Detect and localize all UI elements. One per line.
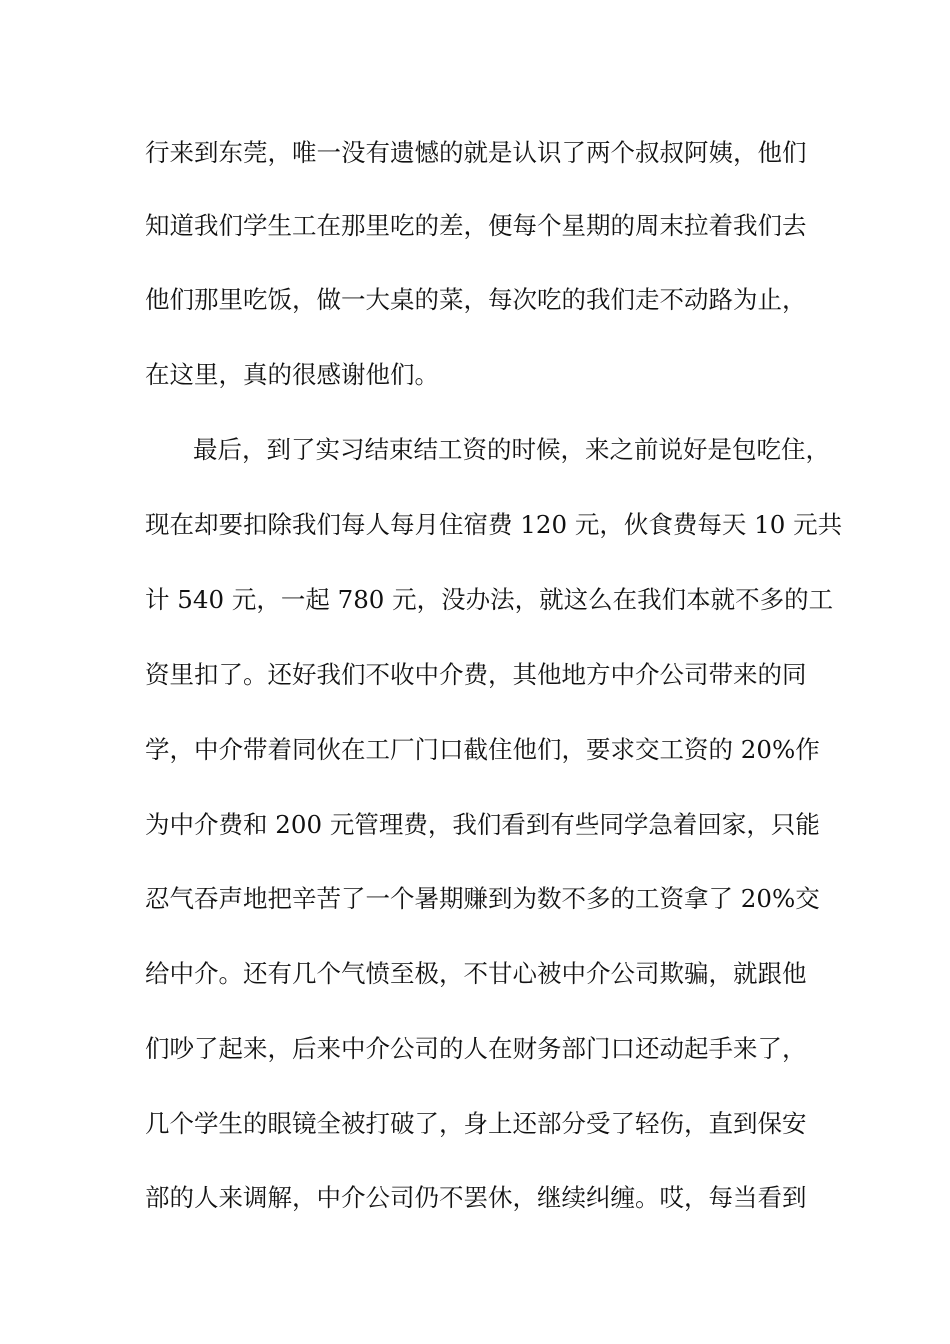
text-line: 们吵了起来，后来中介公司的人在财务部门口还动起手来了，: [145, 1034, 807, 1063]
text-line: 部的人来调解，中介公司仍不罢休，继续纠缠。哎，每当看到: [145, 1183, 807, 1212]
text-line: 学，中介带着同伙在工厂门口截住他们，要求交工资的 20%作: [145, 735, 820, 764]
text-line: 给中介。还有几个气愤至极，不甘心被中介公司欺骗，就跟他: [145, 959, 807, 988]
paragraph-start-line: 最后，到了实习结束结工资的时候，来之前说好是包吃住，: [193, 435, 830, 464]
text-line: 几个学生的眼镜全被打破了，身上还部分受了轻伤，直到保安: [145, 1109, 807, 1138]
text-line: 计 540 元，一起 780 元，没办法，就这么在我们本就不多的工: [145, 585, 834, 614]
text-line: 知道我们学生工在那里吃的差，便每个星期的周末拉着我们去: [145, 211, 807, 240]
text-line: 他们那里吃饭，做一大桌的菜，每次吃的我们走不动路为止，: [145, 285, 807, 314]
text-line: 为中介费和 200 元管理费，我们看到有些同学急着回家，只能: [145, 810, 820, 839]
text-line: 行来到东莞，唯一没有遗憾的就是认识了两个叔叔阿姨，他们: [145, 138, 807, 167]
text-line: 忍气吞声地把辛苦了一个暑期赚到为数不多的工资拿了 20%交: [145, 884, 820, 913]
text-line: 资里扣了。还好我们不收中介费，其他地方中介公司带来的同: [145, 660, 807, 689]
text-line: 在这里，真的很感谢他们。: [145, 360, 439, 389]
text-line: 现在却要扣除我们每人每月住宿费 120 元，伙食费每天 10 元共: [145, 510, 843, 539]
